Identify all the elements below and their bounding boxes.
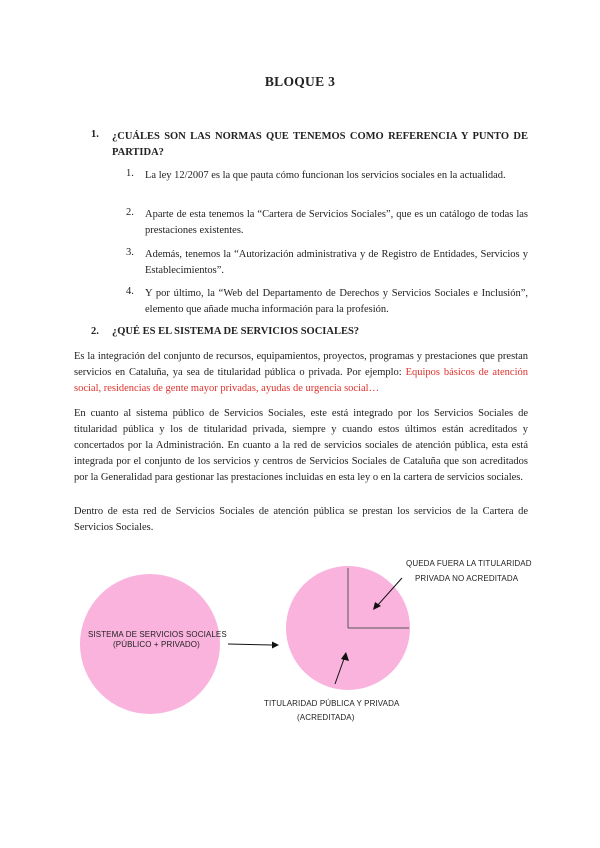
list-item: Y por último, la “Web del Departamento de Derechos y Servicios Sociales e Inclusión”, elemento que añade mucha información para la profesión. [145, 288, 528, 315]
paragraph-1 [74, 349, 528, 397]
list-item-number: 3. [126, 247, 134, 258]
paragraph-1-text: Es la integración del conjunto de recursos, equipamientos, proyectos, programas y prestaciones que prestan servicios en Cataluña, ya sea de titularidad pública o privada. Por ejemplo: [74, 351, 528, 378]
question-1-number: 1. [91, 129, 99, 140]
right-top-line-2: PRIVADA NO ACREDITADA [415, 574, 519, 583]
left-label-line-2: (PÚBLICO + PRIVADO) [113, 640, 200, 649]
list-item-number: 2. [126, 207, 134, 218]
paragraph-2: En cuanto al sistema público de Servicios Sociales, este está integrado por los Servicios Sociales de titularidad pública y los de titularidad privada, siempre y cuando estos últimos están acreditados y concertados por la Administración. En cuanto a la red de servicios sociales de atención pública, esta está integrada por el conjunto de los servicios y centros de Servicios Sociales de Cataluña que son acreditados por la Generalidad para gestionar las prestaciones incluidas en esta ley o en la cartera de servicios sociales. [74, 408, 528, 483]
list-item: Aparte de esta tenemos la “Cartera de Servicios Sociales”, que es un catálogo de todas las prestaciones existentes. [145, 209, 528, 236]
question-2-number: 2. [91, 326, 99, 337]
list-item: La ley 12/2007 es la que pauta cómo funcionan los servicios sociales en la actualidad. [145, 170, 506, 181]
connector-arrow [228, 644, 272, 645]
question-2-heading: ¿QUÉ ES EL SISTEMA DE SERVICIOS SOCIALES? [112, 326, 360, 337]
list-item-number: 4. [126, 286, 134, 297]
left-circle-label [88, 630, 228, 649]
list-item: Además, tenemos la “Autorización administrativa y de Registro de Entidades, Servicios y Establecimientos”. [145, 249, 528, 276]
paragraph-3: Dentro de esta red de Servicios Sociales de atención pública se prestan los servicios de la Cartera de Servicios Sociales. [74, 506, 528, 533]
page-title: BLOQUE 3 [264, 74, 336, 89]
right-bottom-line-1: TITULARIDAD PÚBLICA Y PRIVADA [264, 699, 400, 708]
question-1-heading: ¿CUÁLES SON LAS NORMAS QUE TENEMOS COMO REFERENCIA Y PUNTO DE PARTIDA? [112, 131, 528, 158]
left-label-line-1: SISTEMA DE SERVICIOS SOCIALES [88, 630, 227, 639]
right-bottom-line-2: (ACREDITADA) [297, 713, 355, 722]
paragraph-1-examples: Equipos básicos de atención social, residencias de gente mayor privadas, ayudas de urgencia social… [74, 367, 528, 394]
right-top-line-1: QUEDA FUERA LA TITULARIDAD [406, 559, 532, 568]
right-bottom-label [264, 699, 399, 722]
right-top-label [406, 559, 532, 583]
list-item-number: 1. [126, 168, 134, 179]
connector-arrow-head [272, 642, 279, 649]
